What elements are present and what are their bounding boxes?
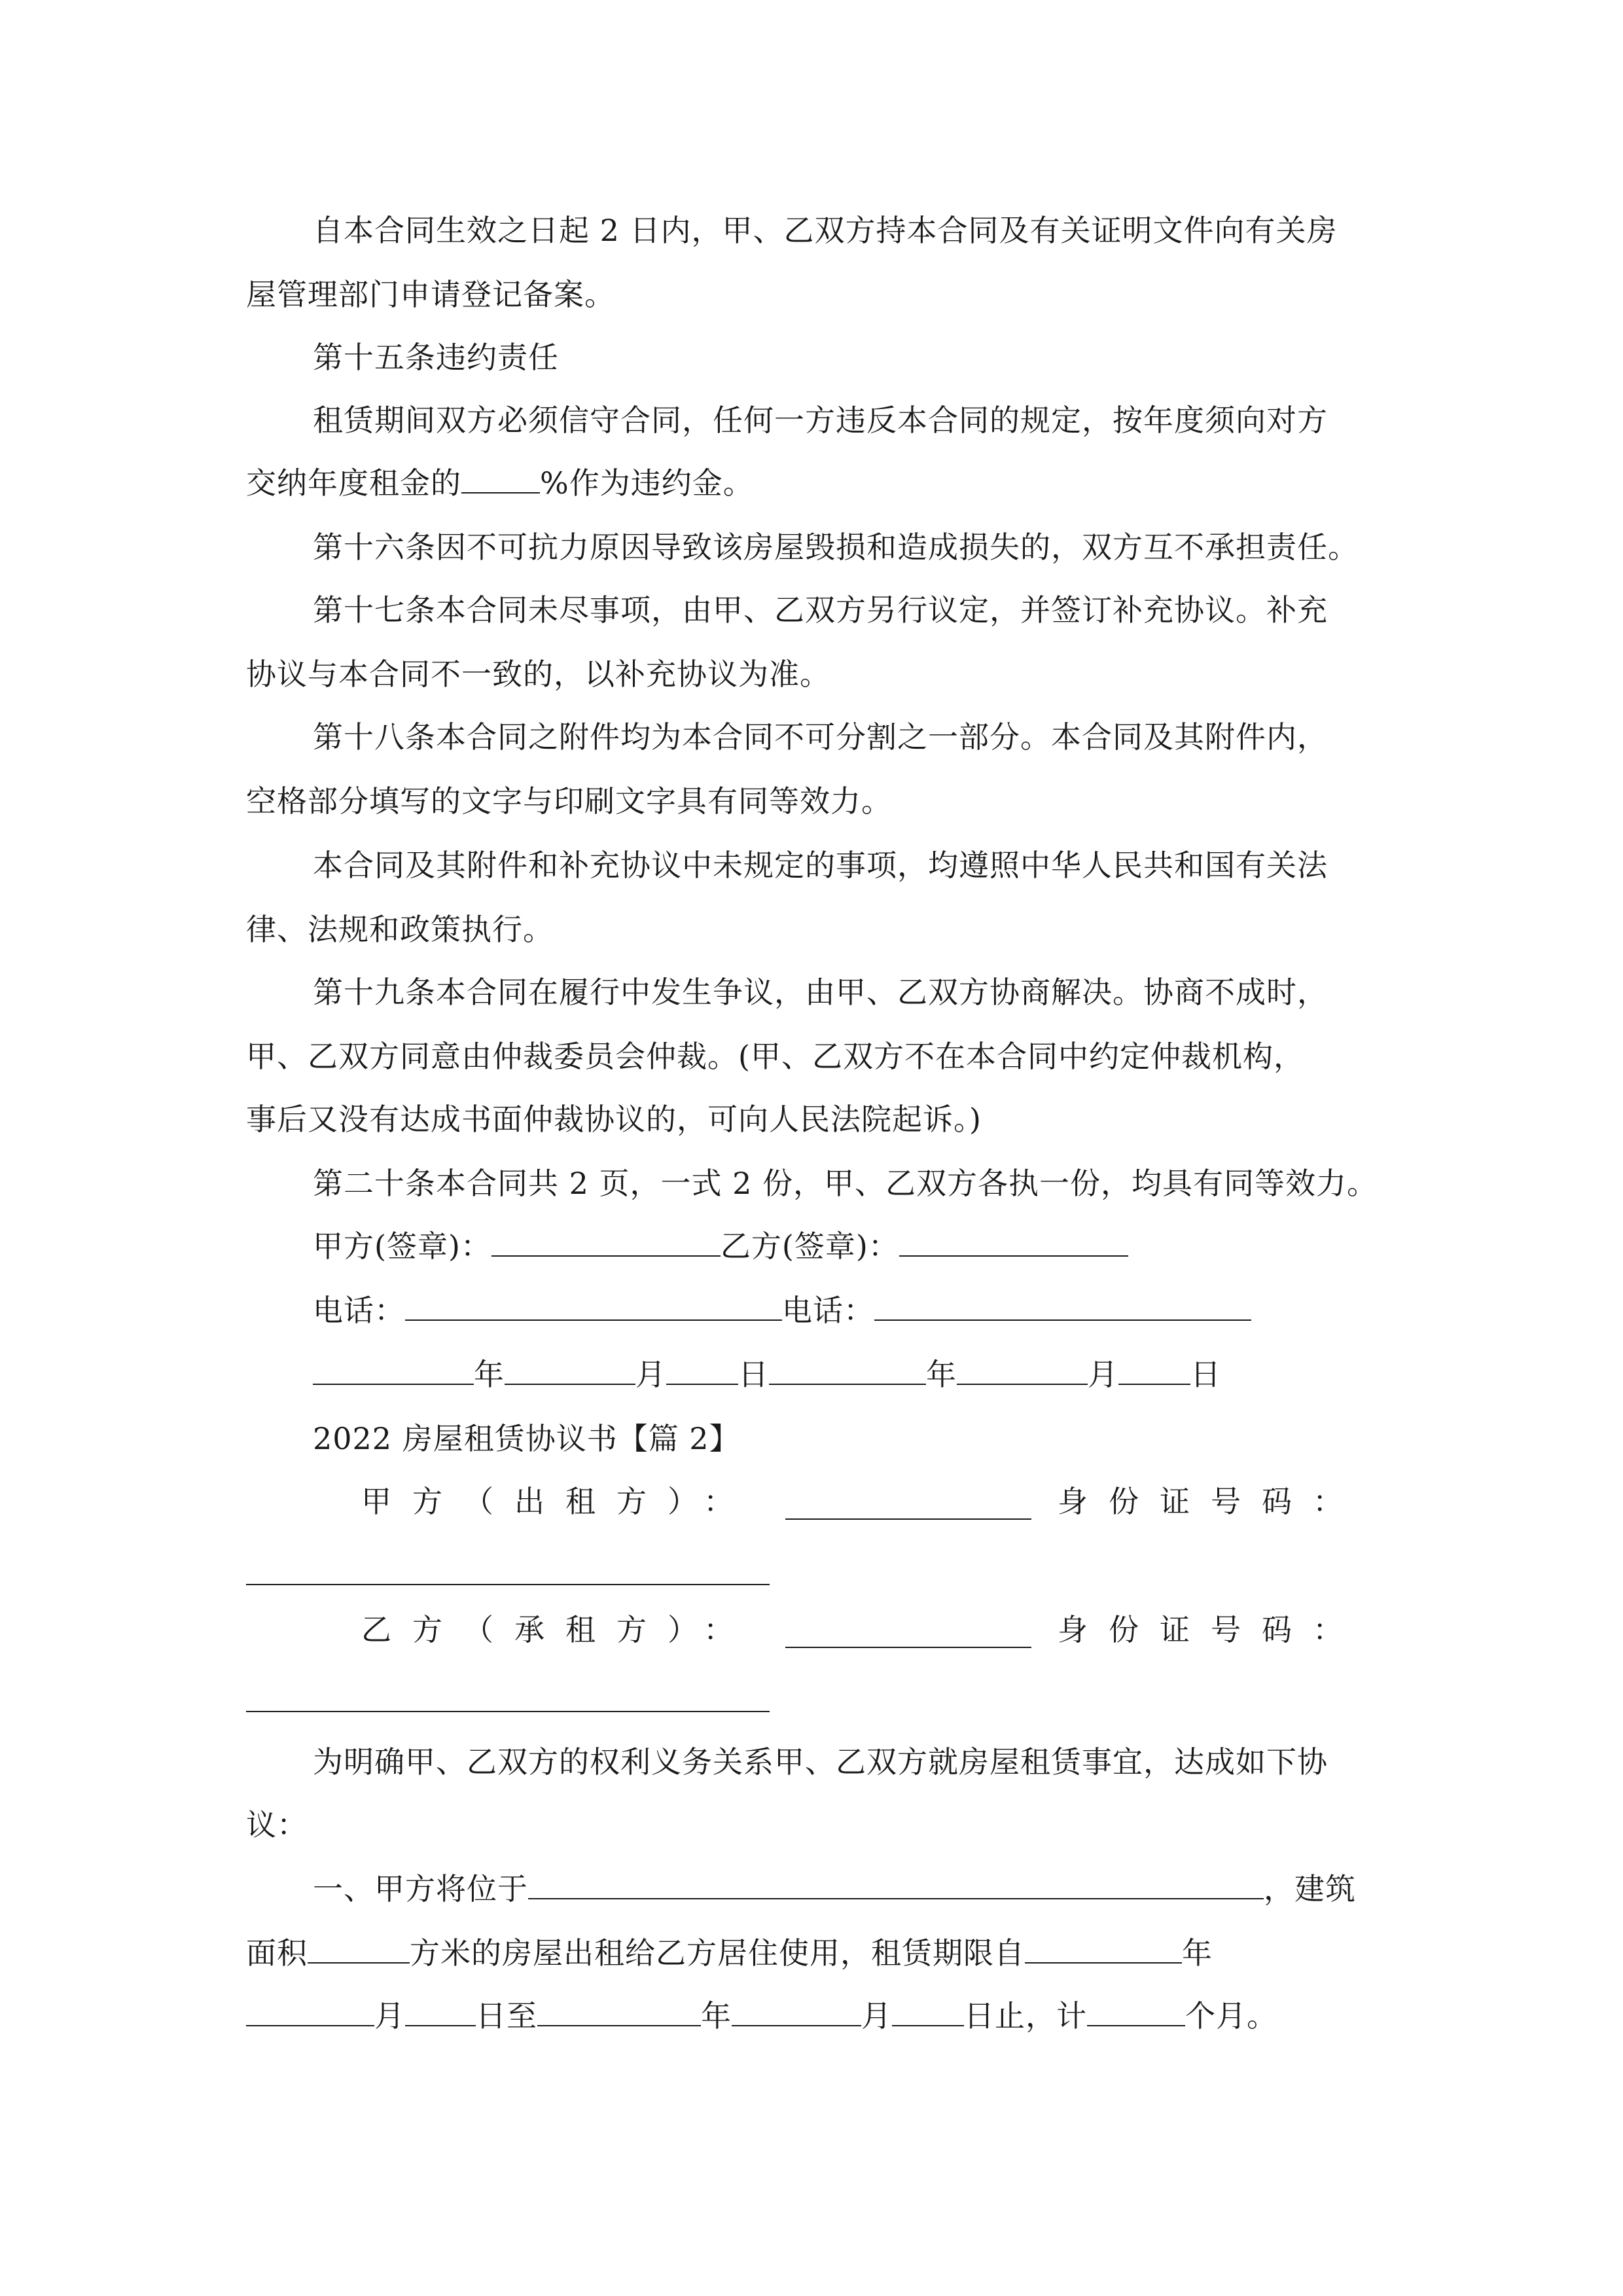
party-a-phone-blank[interactable] xyxy=(405,1291,782,1321)
party-a-year-blank[interactable] xyxy=(313,1355,474,1385)
clause-1-line1 xyxy=(313,1869,1356,1909)
penalty-rate-blank[interactable] xyxy=(461,463,540,493)
months-label: 个月。 xyxy=(1185,1998,1277,2034)
party-b-phone-label: 电话： xyxy=(782,1293,874,1328)
month-label: 月 xyxy=(374,1998,405,2034)
article-16: 第十六条因不可抗力原因导致该房屋毁损和造成损失的，双方互不承担责任。 xyxy=(313,529,1359,565)
paragraph-line: 第十八条本合同之附件均为本合同不可分割之一部分。本合同及其附件内， xyxy=(313,719,1328,755)
day-label: 日 xyxy=(738,1357,769,1392)
clause-1-line2 xyxy=(246,1933,1213,1973)
penalty-text-b: %作为违约金。 xyxy=(540,465,754,501)
year-label: 年 xyxy=(701,1998,732,2034)
end-day-blank[interactable] xyxy=(892,1996,964,2026)
area-unit-text: 方米的房屋出租给乙方居住使用，租赁期限自 xyxy=(410,1935,1025,1971)
party-a-signature-blank[interactable] xyxy=(491,1227,721,1257)
party-a-month-blank[interactable] xyxy=(505,1355,635,1385)
party-b-id-blank[interactable] xyxy=(246,1711,770,1712)
party-a-day-blank[interactable] xyxy=(666,1355,738,1385)
party-b-signature-blank[interactable] xyxy=(899,1227,1128,1257)
party-b-day-blank[interactable] xyxy=(1118,1355,1190,1385)
start-month-blank[interactable] xyxy=(246,1996,374,2026)
party-b-signature-label: 乙方(签章)： xyxy=(720,1229,899,1264)
party-b-label: 乙方（承租方）： xyxy=(361,1612,755,1647)
day-end-label: 日止，计 xyxy=(964,1998,1087,2034)
section-2-title: 2022 房屋租赁协议书【篇 2】 xyxy=(313,1421,740,1456)
start-year-blank[interactable] xyxy=(1025,1933,1182,1964)
party-a-label: 甲方（出租方）： xyxy=(361,1484,755,1519)
party-a-phone-label: 电话： xyxy=(313,1293,405,1328)
party-b-phone-blank[interactable] xyxy=(874,1291,1251,1321)
clause-1-prefix: 一、甲方将位于 xyxy=(313,1871,528,1907)
area-label: 面积 xyxy=(246,1935,308,1971)
month-label: 月 xyxy=(861,1998,892,2034)
paragraph-line: 本合同及其附件和补充协议中未规定的事项，均遵照中华人民共和国有关法 xyxy=(313,848,1328,883)
year-label: 年 xyxy=(1182,1935,1213,1971)
month-label: 月 xyxy=(635,1357,666,1392)
year-label: 年 xyxy=(474,1357,505,1392)
building-label: ，建筑 xyxy=(1264,1871,1356,1907)
paragraph-line: 自本合同生效之日起 2 日内，甲、乙双方持本合同及有关证明文件向有关房 xyxy=(313,213,1338,248)
property-location-blank[interactable] xyxy=(528,1869,1264,1899)
area-blank[interactable] xyxy=(308,1933,410,1964)
paragraph-line: 甲、乙双方同意由仲裁委员会仲裁。(甲、乙双方不在本合同中约定仲裁机构， xyxy=(246,1039,1304,1074)
party-b-month-blank[interactable] xyxy=(957,1355,1088,1385)
paragraph-line: 议： xyxy=(246,1807,308,1842)
date-row xyxy=(313,1355,1221,1394)
end-year-blank[interactable] xyxy=(537,1996,701,2026)
months-count-blank[interactable] xyxy=(1087,1996,1185,2026)
paragraph-line: 为明确甲、乙双方的权利义务关系甲、乙双方就房屋租赁事宜，达成如下协 xyxy=(313,1744,1328,1780)
party-a-id-label: 身份证号码： xyxy=(1058,1484,1364,1519)
party-a-name-blank[interactable] xyxy=(785,1490,1031,1520)
paragraph-line xyxy=(246,463,754,503)
penalty-text-a: 交纳年度租金的 xyxy=(246,465,461,501)
article-20: 第二十条本合同共 2 页，一式 2 份，甲、乙双方各执一份，均具有同等效力。 xyxy=(313,1166,1378,1201)
paragraph-line: 第十七条本合同未尽事项，由甲、乙双方另行议定，并签订补充协议。补充 xyxy=(313,592,1328,628)
paragraph-line: 屋管理部门申请登记备案。 xyxy=(246,277,615,312)
day-to-label: 日至 xyxy=(476,1998,537,2034)
party-b-id-label: 身份证号码： xyxy=(1058,1612,1364,1647)
year-label: 年 xyxy=(926,1357,957,1392)
article-15-title: 第十五条违约责任 xyxy=(313,340,559,375)
party-b-name-blank[interactable] xyxy=(785,1618,1031,1648)
end-month-blank[interactable] xyxy=(732,1996,861,2026)
month-label: 月 xyxy=(1088,1357,1118,1392)
party-a-signature-label: 甲方(签章)： xyxy=(313,1229,491,1264)
day-label: 日 xyxy=(1190,1357,1221,1392)
paragraph-line: 空格部分填写的文字与印刷文字具有同等效力。 xyxy=(246,783,892,819)
phone-row xyxy=(313,1291,1251,1330)
paragraph-line: 事后又没有达成书面仲裁协议的，可向人民法院起诉。) xyxy=(246,1102,982,1137)
paragraph-line: 协议与本合同不一致的，以补充协议为准。 xyxy=(246,656,830,692)
party-a-id-blank[interactable] xyxy=(246,1584,770,1585)
start-day-blank[interactable] xyxy=(405,1996,476,2026)
party-b-year-blank[interactable] xyxy=(769,1355,926,1385)
clause-1-line3 xyxy=(246,1996,1277,2036)
paragraph-line: 律、法规和政策执行。 xyxy=(246,912,554,947)
paragraph-line: 租赁期间双方必须信守合同，任何一方违反本合同的规定，按年度须向对方 xyxy=(313,403,1328,438)
signature-row xyxy=(313,1227,1128,1266)
paragraph-line: 第十九条本合同在履行中发生争议，由甲、乙双方协商解决。协商不成时， xyxy=(313,975,1328,1010)
